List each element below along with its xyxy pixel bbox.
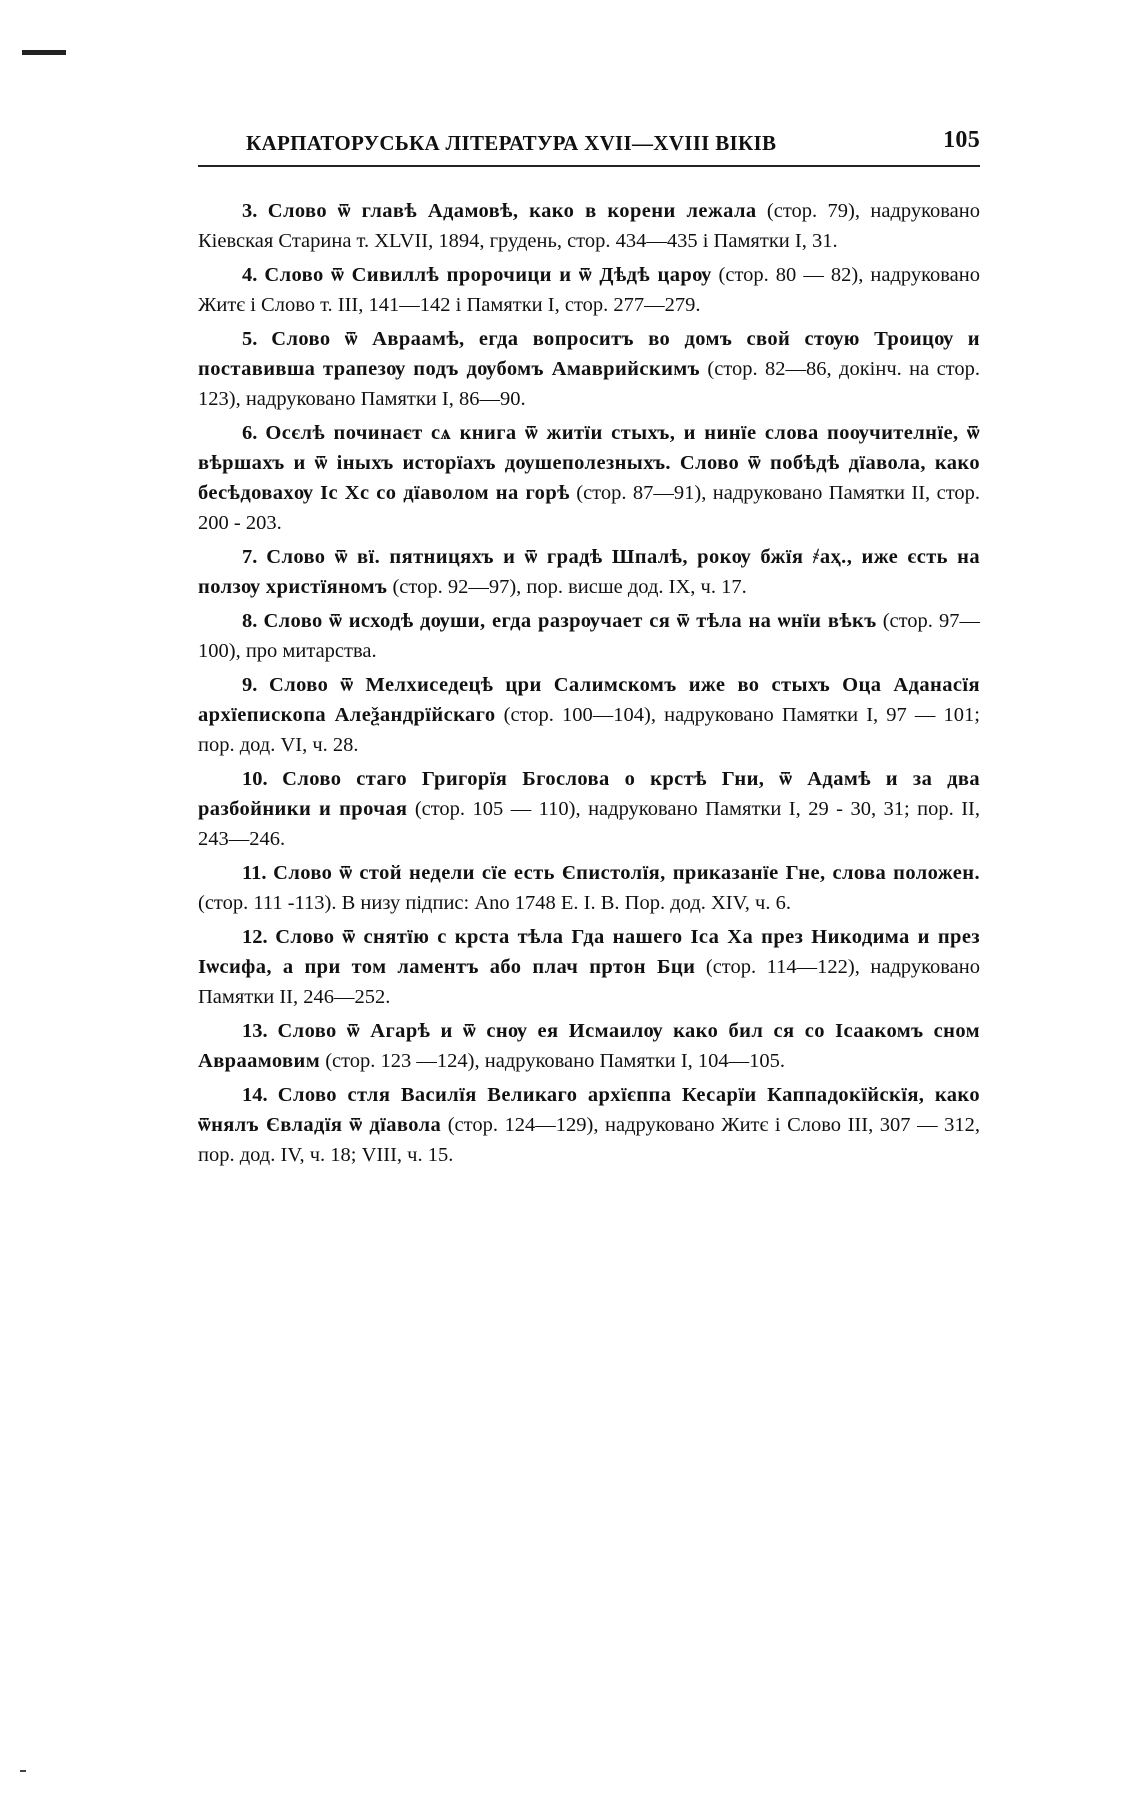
entry-info: (стор. 124—129), надруковано Житє і Слово III, 307 — 312, пор. дод. IV, ч. 18; VIII, ч. 15.	[198, 1114, 980, 1166]
header-rule	[198, 165, 980, 167]
entry-number: 8.	[242, 610, 258, 632]
church-slavonic-title: Слово ѿ главѣ Адамовѣ, како в корени лежала	[267, 200, 757, 222]
entry-info: (стор. 111 -113). В низу підпис: Ano 1748 E. I. B. Пор. дод. XIV, ч. 6.	[198, 892, 791, 914]
church-slavonic-title: Слово ѿ снятїю с крста тѣла Гда нашего Іса Ха през Никодима и през Іѡсифа, а при том ламентъ або плач пртон Бци	[198, 926, 980, 978]
entry-number: 11.	[242, 862, 267, 884]
list-item	[198, 418, 980, 538]
church-slavonic-title: Слово ѿ Мелхиседецѣ цри Салимскомъ иже во стыхъ Оца Аданасїя архїепископа Алеѯандрїйскаго	[198, 674, 980, 726]
church-slavonic-title: Слово ѿ вї. пятницяхъ и ѿ градѣ Шпалѣ, рокѹ бжїя ҂аҳ., иже єсть на ползѹ христїяномъ	[198, 546, 981, 598]
church-slavonic-title: Слово ѿ исходѣ дѹши, егда разрѹчает ся ѿ тѣла на ѡнїи вѣкъ	[263, 610, 877, 632]
entry-list	[198, 196, 980, 1174]
entry-number: 4.	[242, 264, 258, 286]
entry-info: (стор. 79), надруковано Кіевская Старина т. XLVII, 1894, грудень, стор. 434—435 і Памятки I, 31.	[198, 200, 980, 252]
entry-info: (стор. 82—86, докінч. на стор. 123), надруковано Памятки I, 86—90.	[198, 358, 980, 410]
entry-info: (стор. 87—91), надруковано Памятки II, стор. 200 - 203.	[198, 482, 981, 534]
entry-info: (стор. 97—100), про митарства.	[198, 610, 980, 662]
entry-number: 6.	[242, 422, 258, 444]
entry-number: 5.	[242, 328, 258, 350]
list-item	[198, 606, 980, 666]
corner-dash-mark	[22, 50, 66, 55]
list-item	[198, 260, 980, 320]
running-title: КАРПАТОРУСЬКА ЛІТЕРАТУРА XVII—XVIII ВІКІВ	[246, 131, 777, 155]
entry-number: 3.	[242, 200, 258, 222]
list-item	[198, 858, 980, 918]
list-item	[198, 324, 980, 414]
church-slavonic-title: Слово ѿ стой недели сїе есть Єпистолїя, приказанїе Гне, слова положен.	[273, 862, 980, 884]
entry-number: 9.	[242, 674, 258, 696]
list-item	[198, 1016, 980, 1076]
entry-info: (стор. 92—97), пор. висше дод. IX, ч. 17.	[392, 576, 747, 598]
church-slavonic-title: Слово ѿ Авраамѣ, егда вопроситъ во домъ свой стѹю Троицѹ и поставивша трапезѹ подъ дѹбомъ Амаврийскимъ	[198, 328, 981, 380]
list-item	[198, 196, 980, 256]
entry-info: (стор. 105 — 110), надруковано Памятки I, 29 - 30, 31; пор. II, 243—246.	[198, 798, 980, 850]
entry-number: 7.	[242, 546, 258, 568]
entry-number: 13.	[242, 1020, 268, 1042]
list-item	[198, 764, 980, 854]
entry-info: (стор. 123 —124), надруковано Памятки I, 104—105.	[325, 1050, 786, 1072]
entry-number: 10.	[242, 768, 268, 790]
church-slavonic-title: Слово стля Василїя Великаго архїєппа Кесарїи Каппадокїйскїя, како ѿнялъ Євладїя ѿ дїавола	[198, 1084, 980, 1136]
entry-number: 14.	[242, 1084, 268, 1106]
entry-info: (стор. 100—104), надруковано Памятки I, 97 — 101; пор. дод. VI, ч. 28.	[198, 704, 980, 756]
church-slavonic-title: Осєлѣ починаєт сѧ книга ѿ житїи стыхъ, и нинїе слова поѹчителнїе, ѿ вѣршахъ и ѿ іныхъ исторїахъ дѹшеполезныхъ. Слово ѿ побѣдѣ дїавола, како бесѣдовахѹ Іс Хс со дїаволом на горѣ	[198, 422, 980, 504]
list-item	[198, 542, 980, 602]
entry-info: (стор. 114—122), надруковано Памятки II, 246—252.	[198, 956, 981, 1008]
list-item	[198, 1080, 980, 1170]
page-header	[198, 127, 980, 161]
list-item	[198, 670, 980, 760]
list-item	[198, 922, 980, 1012]
page-number: 105	[943, 127, 980, 153]
church-slavonic-title: Слово стаго Григорїя Бгослова о крстѣ Гни, ѿ Адамѣ и за два разбойники и прочая	[198, 768, 981, 820]
entry-info: (стор. 80 — 82), надруковано Житє і Слово т. III, 141—142 і Памятки I, стор. 277—279.	[198, 264, 981, 316]
church-slavonic-title: Слово ѿ Агарѣ и ѿ снѹ ея Исмаилѹ како бил ся со Ісаакомъ сном Авраамовим	[198, 1020, 981, 1072]
entry-number: 12.	[242, 926, 268, 948]
church-slavonic-title: Слово ѿ Сивиллѣ пророчици и ѿ Дѣдѣ царѹ	[264, 264, 712, 286]
bottom-edge-mark	[20, 1770, 26, 1772]
